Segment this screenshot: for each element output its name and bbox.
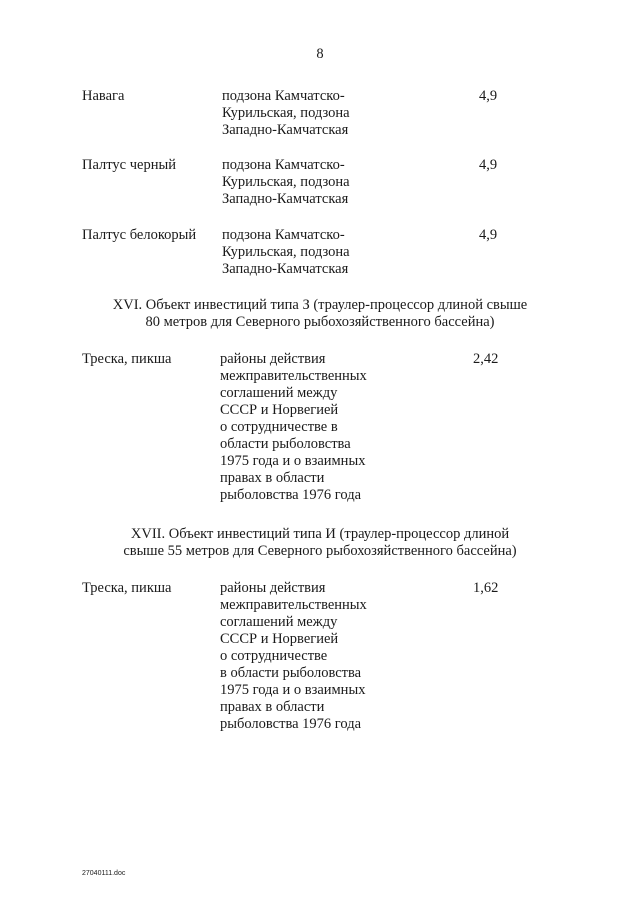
area-line: о сотрудничестве: [220, 648, 328, 664]
area-line: подзона Камчатско-: [222, 88, 345, 104]
area-line: Западно-Камчатская: [222, 261, 349, 277]
area-line: правах в области: [220, 699, 325, 715]
area-line: межправительственных: [220, 368, 367, 384]
fishing-area: [222, 88, 350, 139]
coefficient-value: 4,9: [479, 227, 498, 243]
section-heading: [0, 526, 640, 560]
area-line: Курильская, подзона: [222, 174, 350, 190]
coefficient-value: 1,62: [473, 580, 499, 596]
area-line: СССР и Норвегией: [220, 402, 339, 418]
heading-line: свыше 55 метров для Северного рыбохозяйственного бассейна): [123, 543, 517, 559]
heading-line: 80 метров для Северного рыбохозяйственного бассейна): [145, 314, 495, 330]
section-heading: [0, 297, 640, 331]
area-line: Западно-Камчатская: [222, 122, 349, 138]
area-line: Западно-Камчатская: [222, 191, 349, 207]
document-filename: 27040111.doc: [82, 870, 126, 877]
area-line: 1975 года и о взаимных: [220, 453, 366, 469]
fishing-area: [220, 351, 367, 504]
area-line: подзона Камчатско-: [222, 227, 345, 243]
coefficient-value: 2,42: [473, 351, 499, 367]
area-line: области рыболовства: [220, 436, 351, 452]
fishing-area: [220, 580, 367, 733]
species-name: Палтус белокорый: [82, 227, 197, 243]
area-line: соглашений между: [220, 385, 338, 401]
fishing-area: [222, 227, 350, 278]
coefficient-value: 4,9: [479, 157, 498, 173]
area-line: рыболовства 1976 года: [220, 487, 362, 503]
species-name: Треска, пикша: [82, 580, 172, 596]
page-number: 8: [316, 46, 324, 62]
area-line: районы действия: [220, 580, 326, 596]
area-line: рыболовства 1976 года: [220, 716, 362, 732]
species-name: Палтус черный: [82, 157, 176, 173]
area-line: соглашений между: [220, 614, 338, 630]
heading-line: XVII. Объект инвестиций типа И (траулер-процессор длиной: [130, 526, 510, 542]
area-line: Курильская, подзона: [222, 244, 350, 260]
area-line: СССР и Норвегией: [220, 631, 339, 647]
area-line: подзона Камчатско-: [222, 157, 345, 173]
species-name: Навага: [82, 88, 125, 104]
area-line: правах в области: [220, 470, 325, 486]
fishing-area: [222, 157, 350, 208]
area-line: межправительственных: [220, 597, 367, 613]
heading-line: XVI. Объект инвестиций типа З (траулер-процессор длиной свыше: [112, 297, 528, 313]
area-line: Курильская, подзона: [222, 105, 350, 121]
area-line: в области рыболовства: [220, 665, 362, 681]
area-line: районы действия: [220, 351, 326, 367]
area-line: 1975 года и о взаимных: [220, 682, 366, 698]
coefficient-value: 4,9: [479, 88, 498, 104]
area-line: о сотрудничестве в: [220, 419, 338, 435]
species-name: Треска, пикша: [82, 351, 172, 367]
